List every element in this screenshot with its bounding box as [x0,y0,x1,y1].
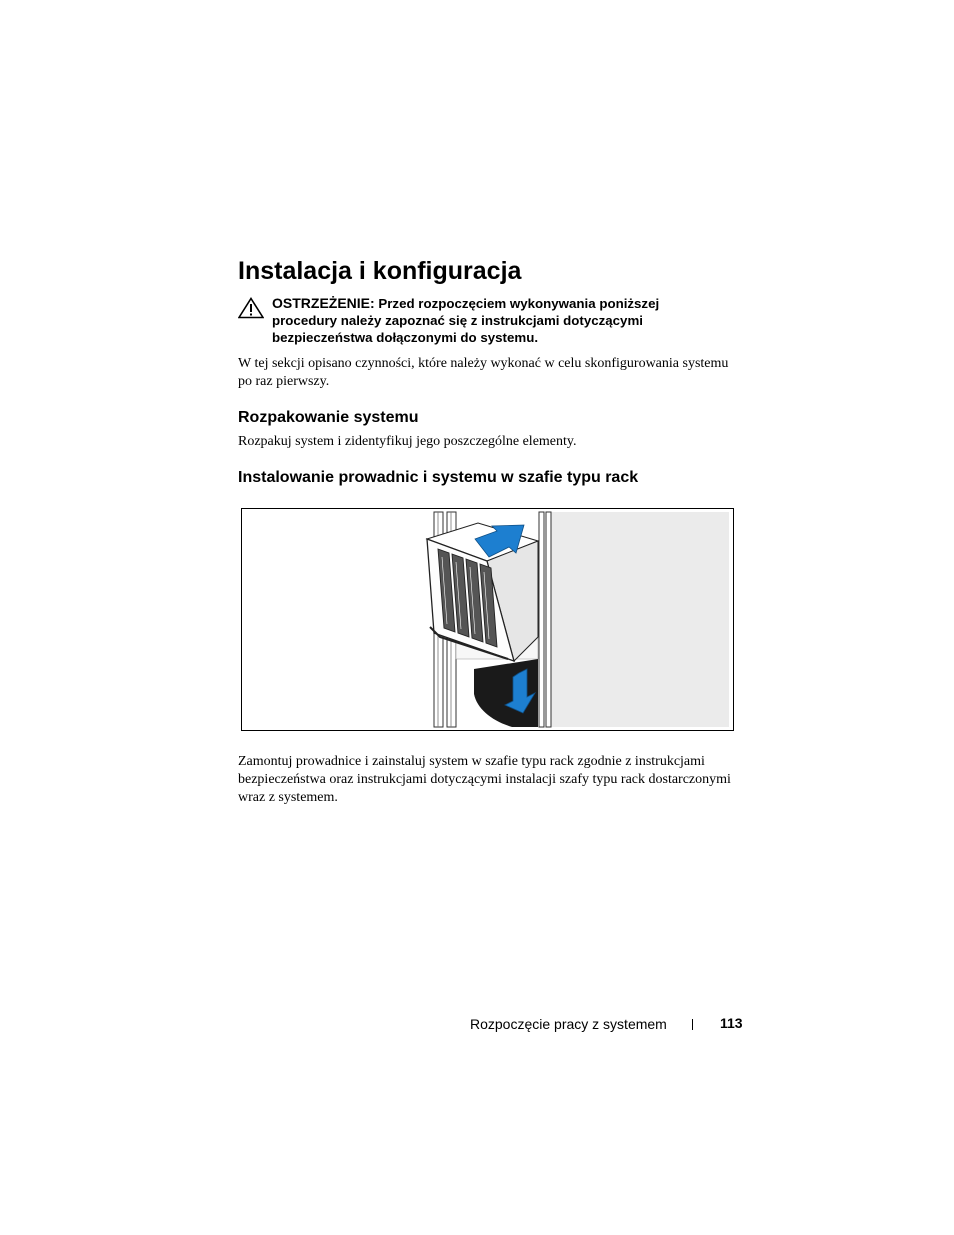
section-heading-rack-install: Instalowanie prowadnic i systemu w szafie typu rack [238,469,639,486]
page-title: Instalacja i konfiguracja [238,257,522,285]
footer-chapter-title: Rozpoczęcie pracy z systemem [470,1016,667,1032]
warning-label: OSTRZEŻENIE: [272,295,375,311]
section-heading-unpack: Rozpakowanie systemu [238,409,419,426]
intro-paragraph: W tej sekcji opisano czynności, które należy wykonać w celu skonfigurowania systemu po raz pierwszy. [238,356,729,389]
unpack-paragraph: Rozpakuj system i zidentyfikuj jego poszczególne elementy. [238,434,577,449]
warning-text-block [272,295,727,346]
page-number: 113 [720,1015,743,1031]
rack-install-paragraph: Zamontuj prowadnice i zainstaluj system w szafie typu rack zgodnie z instrukcjami bezpieczeństwa oraz instrukcjami dotyczącymi instalacji szafy typu rack dostarczonymi wraz z systemem. [238,754,731,805]
rack-installation-figure [241,508,734,731]
rack-illustration [242,509,733,730]
warning-body: Przed rozpoczęciem wykonywania poniższej procedury należy zapoznać się z instrukcjami dotyczącymi bezpieczeństwa dołączonymi do systemu. [272,296,660,345]
warning-triangle-icon [238,297,264,319]
footer-separator [692,1019,693,1030]
